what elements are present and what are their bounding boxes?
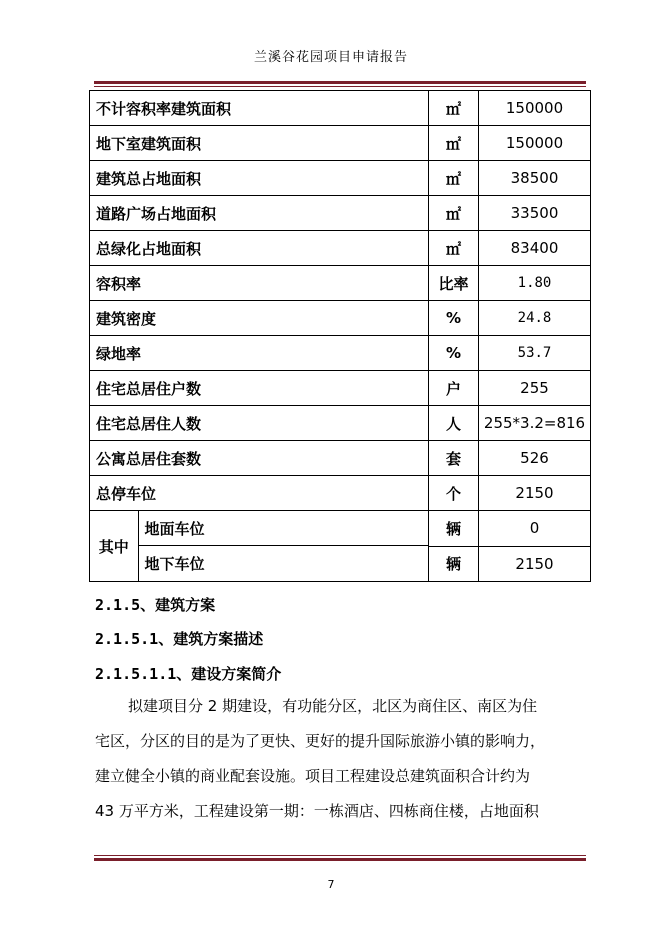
- header-rule-thin: [94, 86, 586, 87]
- table-row: [90, 91, 591, 126]
- row-value: 33500: [479, 196, 591, 231]
- row-unit: 个: [429, 476, 479, 511]
- body-paragraph: [95, 689, 589, 829]
- row-unit: %: [429, 301, 479, 336]
- row-value: 150000: [479, 126, 591, 161]
- header-rule-thick: [94, 81, 586, 84]
- row-label: 建筑密度: [90, 301, 429, 336]
- table-row: [90, 196, 591, 231]
- sub-row-label: 地面车位: [138, 511, 428, 546]
- page-number: 7: [327, 878, 335, 891]
- row-value: 150000: [479, 91, 591, 126]
- paragraph-line: 拟建项目分 2 期建设，有功能分区，北区为商住区、南区为住: [128, 697, 538, 715]
- row-unit: 比率: [429, 266, 479, 301]
- row-value: 255: [479, 371, 591, 406]
- table-row: [90, 406, 591, 441]
- row-unit: ㎡: [429, 196, 479, 231]
- sub-row-label: 地下车位: [144, 555, 205, 573]
- row-label: 容积率: [90, 266, 429, 301]
- row-value: 53.7: [479, 336, 591, 371]
- row-value: 38500: [479, 161, 591, 196]
- row-value: 526: [479, 441, 591, 476]
- row-label: 住宅总居住人数: [90, 406, 429, 441]
- row-value: 24.8: [479, 301, 591, 336]
- row-unit: %: [429, 336, 479, 371]
- row-value: 2150: [479, 476, 591, 511]
- row-label: 总停车位: [90, 476, 429, 511]
- table-row: [90, 126, 591, 161]
- table-row: [90, 476, 591, 511]
- section-heading-2-1-5-1: 2.1.5.1、建筑方案描述: [95, 630, 264, 648]
- row-label: 建筑总占地面积: [90, 161, 429, 196]
- paragraph-line: 宅区，分区的目的是为了更快、更好的提升国际旅游小镇的影响力，: [95, 732, 546, 750]
- row-label: 住宅总居住户数: [90, 371, 429, 406]
- table-row: [90, 301, 591, 336]
- table-row: [90, 511, 591, 547]
- row-label: 道路广场占地面积: [90, 196, 429, 231]
- section-heading-2-1-5: 2.1.5、建筑方案: [95, 596, 216, 614]
- row-unit: 套: [429, 441, 479, 476]
- merged-group-cell: [90, 511, 429, 582]
- row-unit: 人: [429, 406, 479, 441]
- paragraph-line: 43 万平方米，工程建设第一期：一栋酒店、四栋商住楼，占地面积: [95, 802, 539, 820]
- sub-row-value: 0: [479, 511, 591, 547]
- row-value: 83400: [479, 231, 591, 266]
- specification-table: [89, 90, 591, 582]
- row-label: 公寓总居住套数: [90, 441, 429, 476]
- table-row: [90, 336, 591, 371]
- sub-row-value: 2150: [479, 546, 591, 582]
- row-unit: ㎡: [429, 231, 479, 266]
- sub-row-unit: 辆: [429, 511, 479, 547]
- row-label: 绿地率: [90, 336, 429, 371]
- row-label: 不计容积率建筑面积: [90, 91, 429, 126]
- row-label: 总绿化占地面积: [90, 231, 429, 266]
- row-unit: 户: [429, 371, 479, 406]
- table-row: [90, 231, 591, 266]
- sub-row-unit: 辆: [429, 546, 479, 582]
- document-header-title: 兰溪谷花园项目申请报告: [253, 50, 408, 65]
- table-row: [90, 266, 591, 301]
- row-value: 1.80: [479, 266, 591, 301]
- row-unit: ㎡: [429, 161, 479, 196]
- row-unit: ㎡: [429, 91, 479, 126]
- table-row: [90, 371, 591, 406]
- row-unit: ㎡: [429, 126, 479, 161]
- paragraph-line: 建立健全小镇的商业配套设施。项目工程建设总建筑面积合计约为: [95, 767, 531, 785]
- group-label: 其中: [90, 511, 138, 581]
- section-heading-2-1-5-1-1: 2.1.5.1.1、建设方案简介: [95, 665, 282, 683]
- footer-rule-thick: [94, 858, 586, 861]
- row-label: 地下室建筑面积: [90, 126, 429, 161]
- footer-rule-thin: [94, 855, 586, 856]
- table-row: [90, 161, 591, 196]
- table-row: [90, 441, 591, 476]
- row-value: 255*3.2=816: [479, 406, 591, 441]
